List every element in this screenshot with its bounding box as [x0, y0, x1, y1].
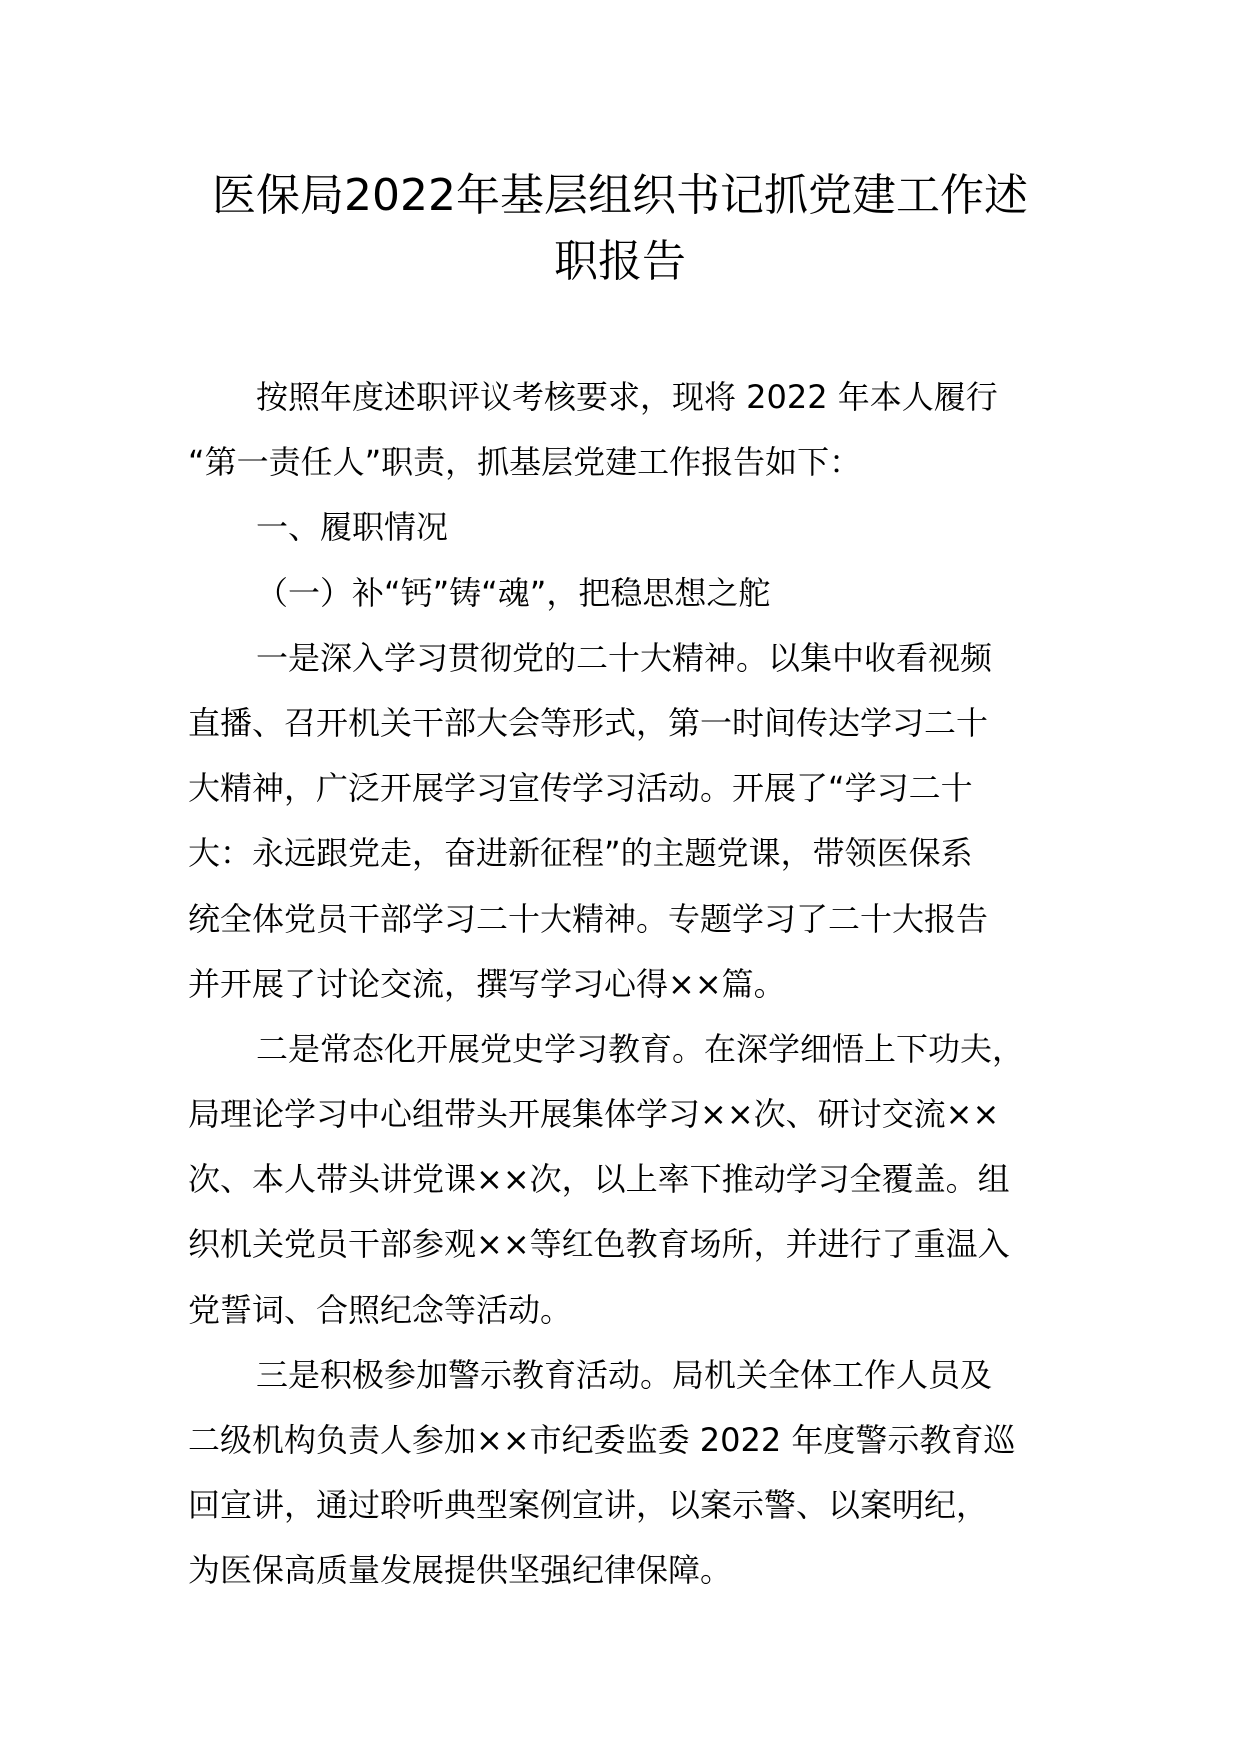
body-line: 二是常态化开展党史学习教育。在深学细悟上下功夫， [256, 1029, 1025, 1068]
body-line: “第一责任人”职责，抓基层党建工作报告如下： [188, 443, 862, 482]
body-line: 为医保高质量发展提供坚强纪律保障。 [188, 1551, 733, 1590]
body-line: 大精神，广泛开展学习宣传学习活动。开展了“学习二十 [188, 769, 973, 808]
body-line: 按照年度述职评议考核要求，现将 2022 年本人履行 [256, 378, 998, 416]
body-line: 党誓词、合照纪念等活动。 [188, 1290, 573, 1329]
body-line: 二级机构负责人参加××市纪委监委 2022 年度警示教育巡 [188, 1421, 1016, 1459]
body-line: 统全体党员干部学习二十大精神。专题学习了二十大报告 [188, 899, 989, 938]
body-line: 局理论学习中心组带头开展集体学习××次、研讨交流×× [188, 1095, 1000, 1134]
body-line: 三是积极参加警示教育活动。局机关全体工作人员及 [256, 1355, 993, 1394]
document-title [180, 163, 1060, 295]
body-line: 织机关党员干部参观××等红色教育场所，并进行了重温入 [188, 1225, 1010, 1264]
subsection-heading: （一）补“钙”铸“魂”，把稳思想之舵 [256, 573, 771, 612]
title-line: 医保局2022年基层组织书记抓党建工作述 [212, 170, 1028, 221]
body-line: 回宣讲，通过聆听典型案例宣讲，以案示警、以案明纪， [188, 1486, 989, 1525]
body-line: 一是深入学习贯彻党的二十大精神。以集中收看视频 [256, 638, 993, 677]
document-body [188, 365, 1062, 1604]
section-heading: 一、履职情况 [256, 508, 449, 547]
body-line: 大：永远跟党走，奋进新征程”的主题党课，带领医保系 [188, 834, 973, 873]
body-line: 直播、召开机关干部大会等形式，第一时间传达学习二十 [188, 703, 989, 742]
body-line: 并开展了讨论交流，撰写学习心得××篇。 [188, 964, 786, 1003]
body-line: 次、本人带头讲党课××次，以上率下推动学习全覆盖。组 [188, 1160, 1010, 1199]
title-line: 职报告 [554, 236, 686, 287]
